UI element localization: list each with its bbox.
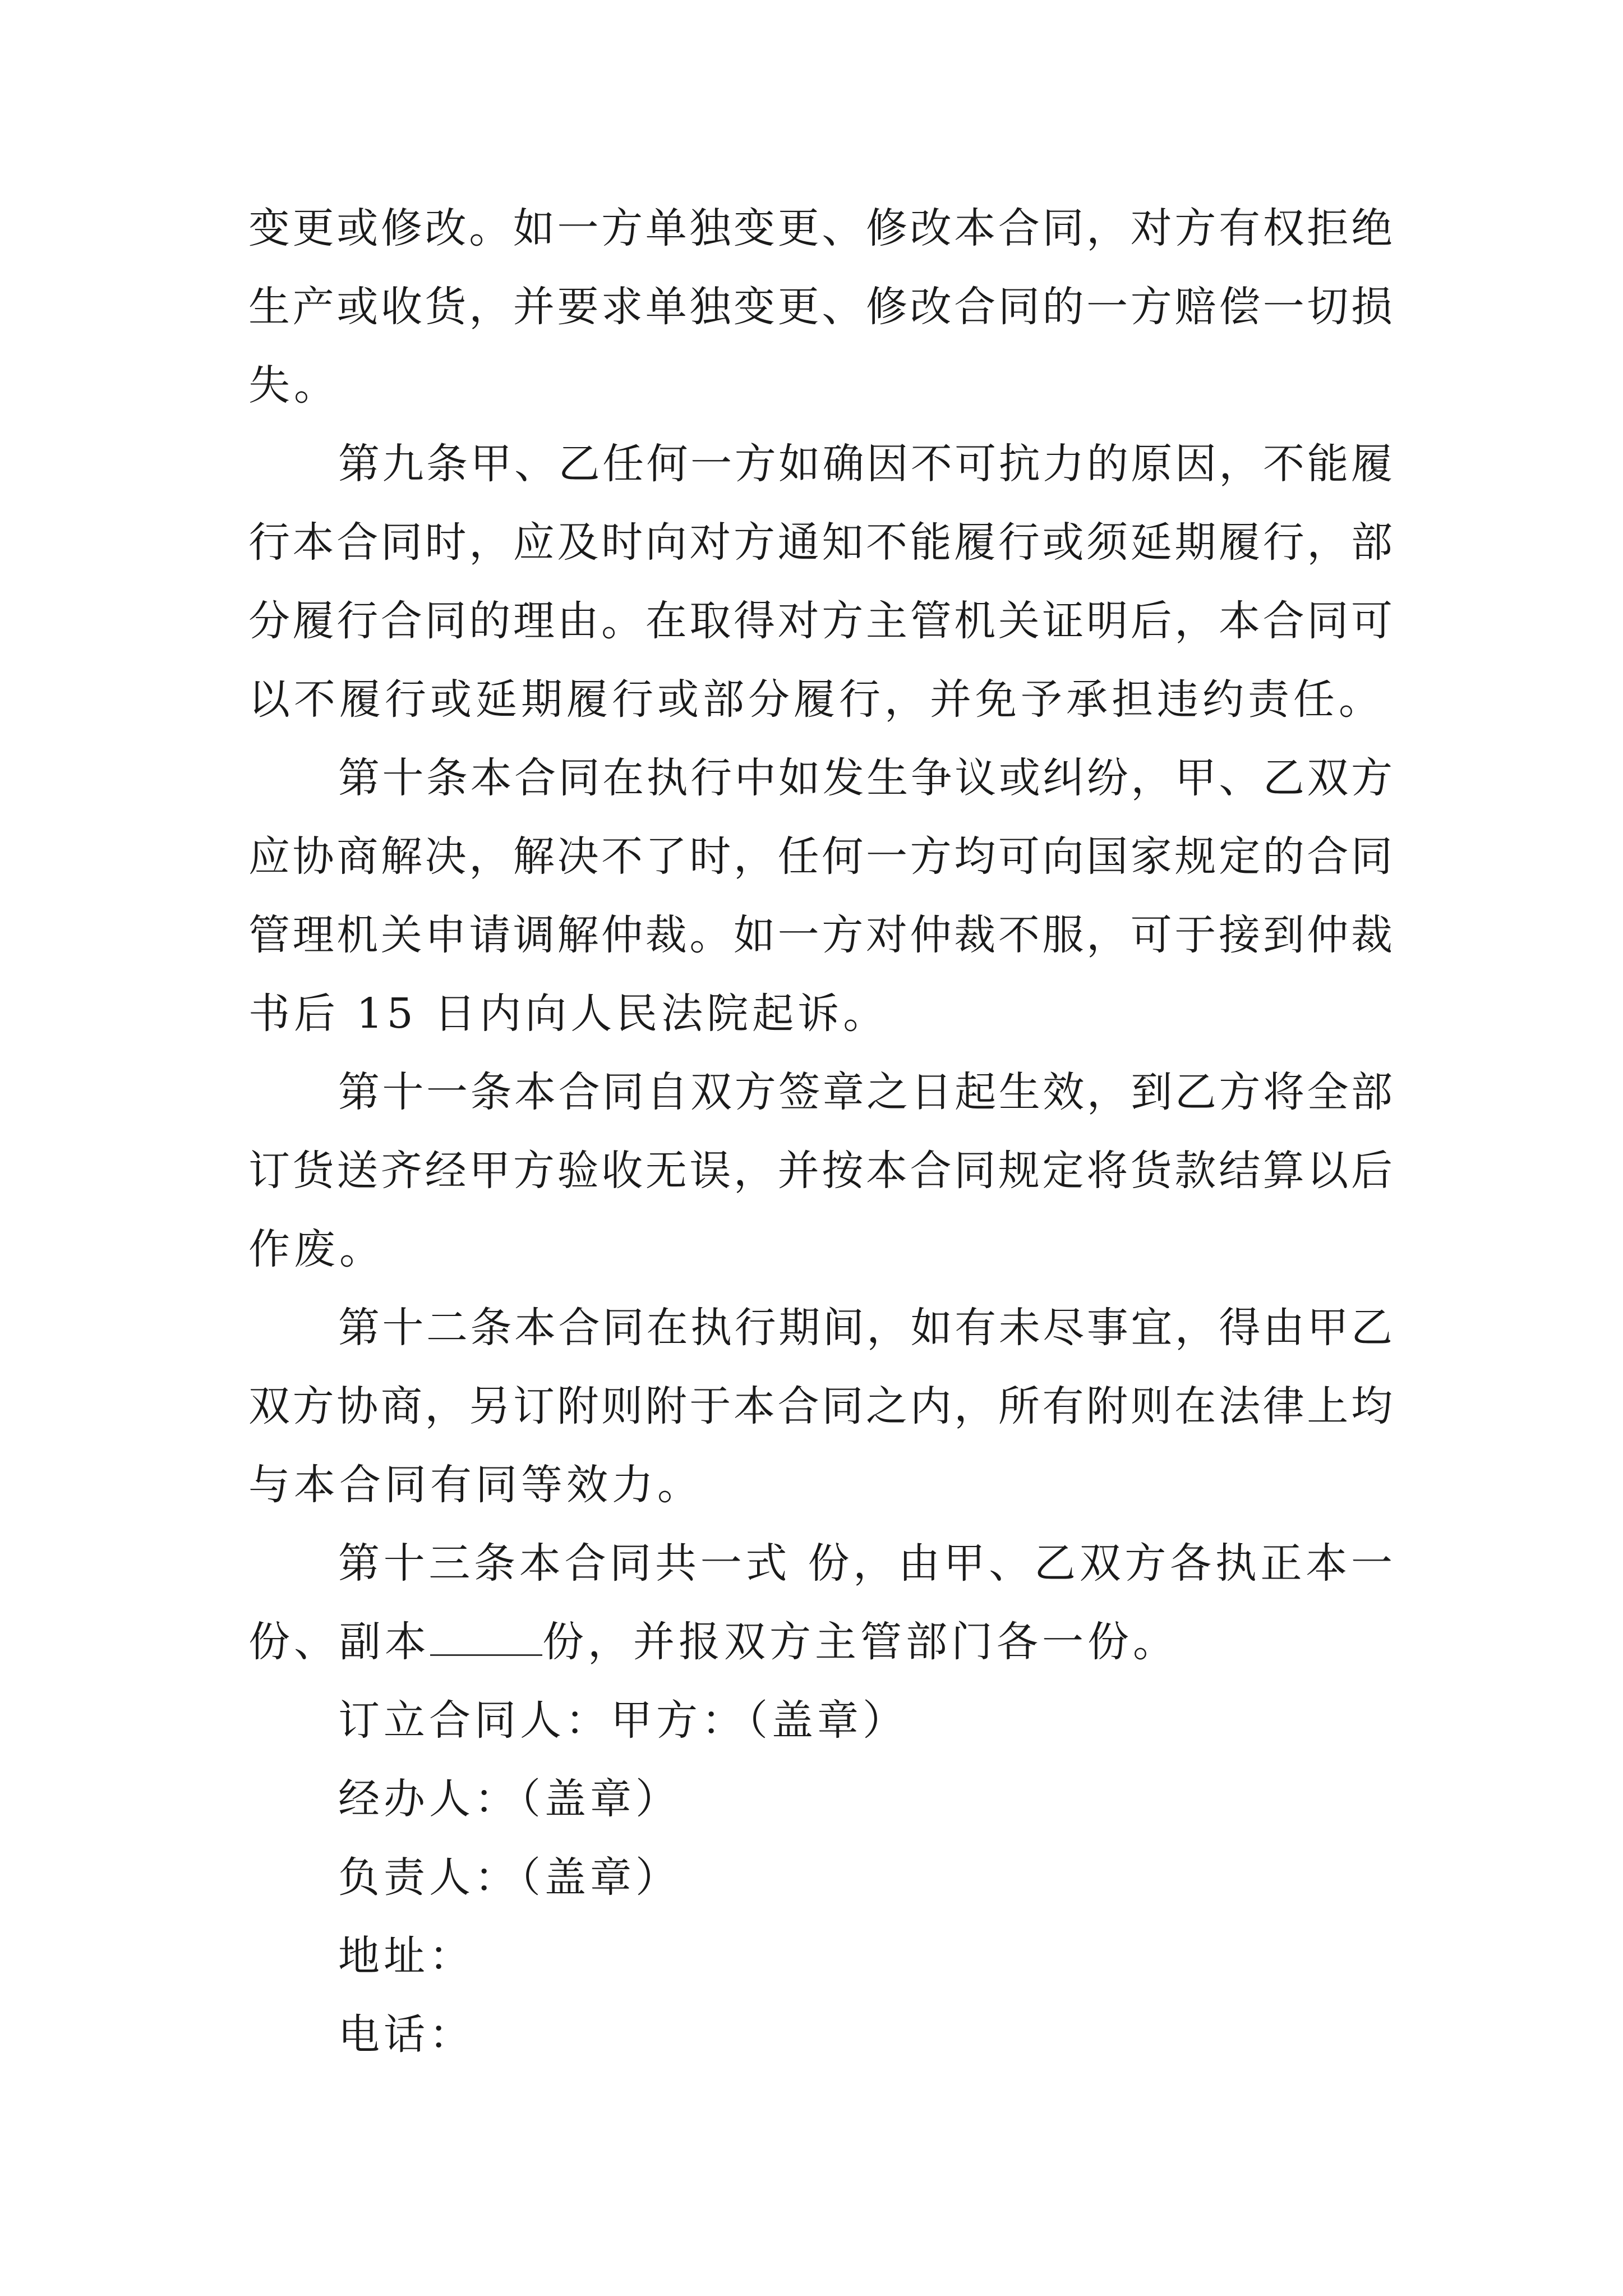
article-11-line: 第十一条本合同自双方签章之日起生效，到乙方将全部 (338, 1068, 1393, 1116)
article-9-line: 以不履行或延期履行或部分履行，并免予承担违约责任。 (248, 675, 1384, 724)
article-13-line: 第十三条本合同共一式 份，由甲、乙双方各执正本一 (338, 1539, 1393, 1588)
article-13-text: 份，并报双方主管部门各一份。 (542, 1618, 1178, 1666)
signature-agent: 经办人：（盖章） (338, 1775, 681, 1823)
article-12-line: 第十二条本合同在执行期间，如有未尽事宜，得由甲乙 (338, 1304, 1393, 1352)
article-12-line: 双方协商，另订附则附于本合同之内，所有附则在法律上均 (248, 1382, 1393, 1430)
article-9-line: 分履行合同的理由。在取得对方主管机关证明后，本合同可 (248, 597, 1393, 645)
paragraph-line: 变更或修改。如一方单独变更、修改本合同，对方有权拒绝 (248, 204, 1393, 252)
signature-contract-party: 订立合同人：甲方：（盖章） (338, 1696, 908, 1745)
copies-blank (430, 1623, 542, 1656)
article-9-line: 行本合同时，应及时向对方通知不能履行或须延期履行，部 (248, 518, 1393, 567)
article-12-line: 与本合同有同等效力。 (248, 1461, 703, 1509)
article-11-line: 订货送齐经甲方验收无误，并按本合同规定将货款结算以后 (248, 1147, 1393, 1195)
paragraph-line: 生产或收货，并要求单独变更、修改合同的一方赔偿一切损 (248, 283, 1393, 331)
article-10-line: 管理机关申请调解仲裁。如一方对仲裁不服，可于接到仲裁 (248, 911, 1393, 959)
article-10-line: 书后 15 日内向人民法院起诉。 (248, 990, 889, 1038)
article-11-line: 作废。 (248, 1225, 385, 1273)
article-9-line: 第九条甲、乙任何一方如确因不可抗力的原因，不能履 (338, 440, 1393, 488)
article-10-line: 应协商解决，解决不了时，任何一方均可向国家规定的合同 (248, 832, 1393, 881)
signature-phone: 电话： (338, 2010, 474, 2059)
paragraph-line: 失。 (248, 361, 339, 409)
article-10-line: 第十条本合同在执行中如发生争议或纠纷，甲、乙双方 (338, 754, 1393, 802)
signature-responsible: 负责人：（盖章） (338, 1853, 681, 1902)
signature-address: 地址： (338, 1932, 474, 1980)
article-13-text: 份、副本 (248, 1618, 430, 1666)
article-13-line (248, 1611, 1178, 1673)
